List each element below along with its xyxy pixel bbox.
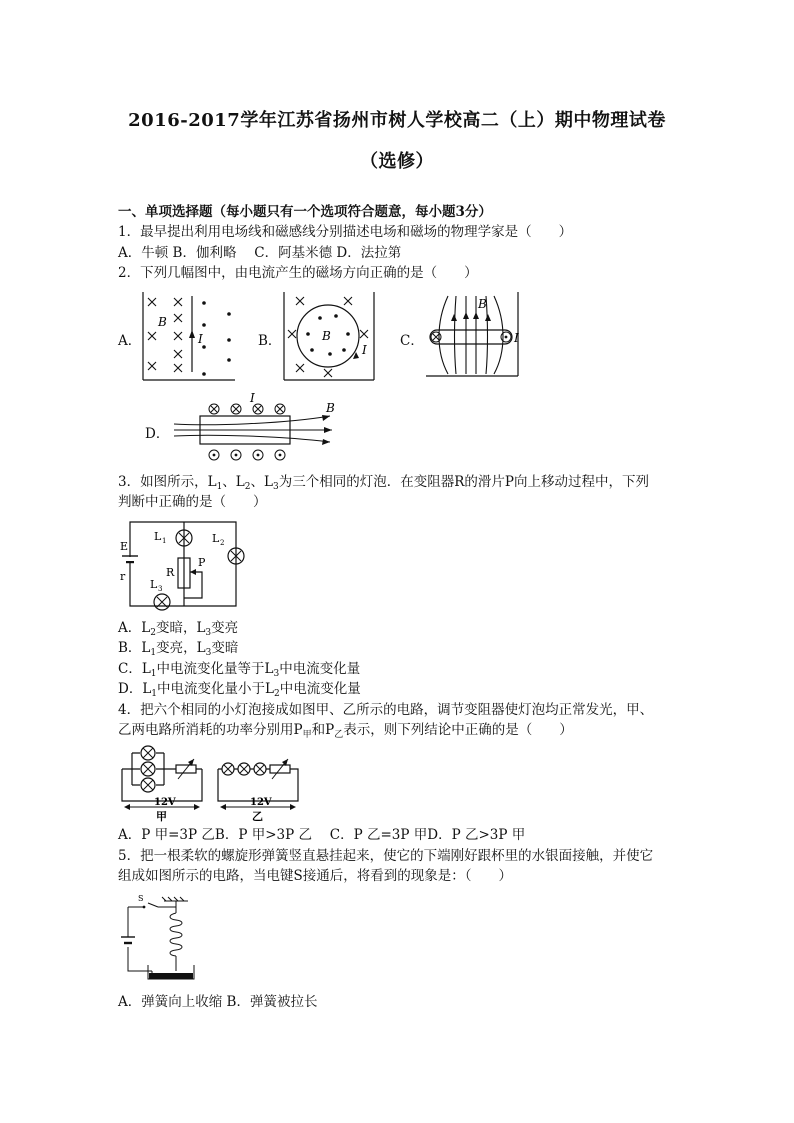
option-b-label: B． bbox=[258, 333, 282, 349]
question-3-option-b: B．$L_1$变亮，$L_3$变暗 bbox=[118, 640, 239, 658]
figure-2c-coil-field bbox=[424, 292, 534, 378]
field-label-b: B bbox=[158, 315, 167, 329]
label-yi: 乙 bbox=[252, 810, 263, 823]
question-3-stem-line1: 3．如图所示，$L_1$、$L_2$、$L_3$为三个相同的灯泡．在变阻器R的滑片P向上移动过程中，下列 bbox=[118, 474, 649, 492]
current-label-i: I bbox=[362, 343, 367, 357]
label-l3: L bbox=[150, 578, 158, 591]
field-lines bbox=[439, 296, 503, 374]
question-5-stem-line1: 5．把一根柔软的螺旋形弹簧竖直悬挂起来，使它的下端刚好跟杯里的水银面接触，并使它 bbox=[118, 848, 654, 864]
circuit-jia bbox=[122, 746, 202, 801]
question-4-stem-line1: 4．把六个相同的小灯泡接成如图甲、乙所示的电路，调节变阻器使灯泡均正常发光，甲、 bbox=[118, 702, 654, 718]
switch-label-s: S bbox=[138, 894, 144, 903]
question-5-options: A．弹簧向上收缩 B．弹簧被拉长 bbox=[118, 994, 318, 1010]
svg-text:1: 1 bbox=[162, 537, 167, 545]
figure-2a-wire-field bbox=[140, 292, 236, 382]
figure-5-spring-circuit bbox=[118, 895, 198, 985]
dot-coils bbox=[209, 450, 285, 460]
label-e: E bbox=[120, 540, 129, 553]
field-lines bbox=[174, 416, 332, 442]
section-heading: 一、单项选择题（每小题只有一个选项符合题意，每小题3分） bbox=[118, 204, 492, 220]
circuit-yi bbox=[218, 763, 298, 801]
cross-symbols bbox=[148, 298, 182, 372]
field-label-b: B bbox=[478, 297, 487, 311]
label-l2: L bbox=[212, 532, 220, 545]
option-d-label: D． bbox=[145, 426, 170, 442]
field-label-b: B bbox=[322, 329, 331, 343]
current-label-i: I bbox=[250, 391, 255, 405]
dot-symbols bbox=[202, 301, 231, 376]
label-slider-p: P bbox=[198, 556, 206, 569]
figure-2d-solenoid-field bbox=[172, 391, 342, 466]
question-2-stem: 2．下列几幅图中，由电流产生的磁场方向正确的是（ ） bbox=[118, 265, 478, 281]
voltage-label-jia: 12V bbox=[154, 797, 176, 808]
label-jia: 甲 bbox=[156, 810, 167, 823]
figure-3-circuit bbox=[118, 514, 246, 614]
cross-coils bbox=[209, 404, 285, 414]
question-5-stem-line2: 组成如图所示的电路，当电键S接通后，将看到的现象是：（ ） bbox=[118, 868, 512, 884]
page-title: 2016-2017学年江苏省扬州市树人学校高二（上）期中物理试卷 bbox=[128, 110, 666, 131]
figure-2b-loop-field bbox=[282, 292, 376, 382]
label-l1: L bbox=[154, 530, 162, 543]
question-3-option-a: A．$L_2$变暗，$L_3$变亮 bbox=[118, 620, 239, 638]
current-label-i: I bbox=[514, 331, 519, 345]
question-3-option-c: C．$L_1$中电流变化量等于$L_3$中电流变化量 bbox=[118, 661, 361, 679]
option-c-label: C． bbox=[400, 333, 424, 349]
figure-4-circuits bbox=[118, 743, 308, 821]
question-4-options: A．P 甲=3P 乙B．P 甲>3P 乙 C．P 乙=3P 甲D．P 乙>3P 甲 bbox=[118, 827, 526, 843]
question-4-stem-line2: 乙两电路所消耗的功率分别用$P_甲$和$P_乙$表示，则下列结论中正确的是（ ） bbox=[118, 722, 573, 740]
svg-text:3: 3 bbox=[158, 585, 163, 593]
label-rheostat: R bbox=[166, 566, 175, 579]
question-3-stem-line2: 判断中正确的是（ ） bbox=[118, 494, 267, 510]
question-1-stem: 1．最早提出利用电场线和磁感线分别描述电场和磁场的物理学家是（ ） bbox=[118, 224, 573, 240]
label-r: r bbox=[120, 570, 126, 583]
voltage-label-yi: 12V bbox=[250, 797, 272, 808]
field-label-b: B bbox=[326, 401, 335, 415]
option-a-label: A． bbox=[118, 333, 142, 349]
current-label-i: I bbox=[198, 332, 203, 346]
question-1-options: A．牛顿 B．伽利略 C．阿基米德 D．法拉第 bbox=[118, 245, 402, 261]
svg-text:2: 2 bbox=[220, 539, 225, 547]
page-subtitle: （选修） bbox=[360, 151, 434, 172]
question-3-option-d: D．$L_1$中电流变化量小于$L_2$中电流变化量 bbox=[118, 681, 361, 699]
